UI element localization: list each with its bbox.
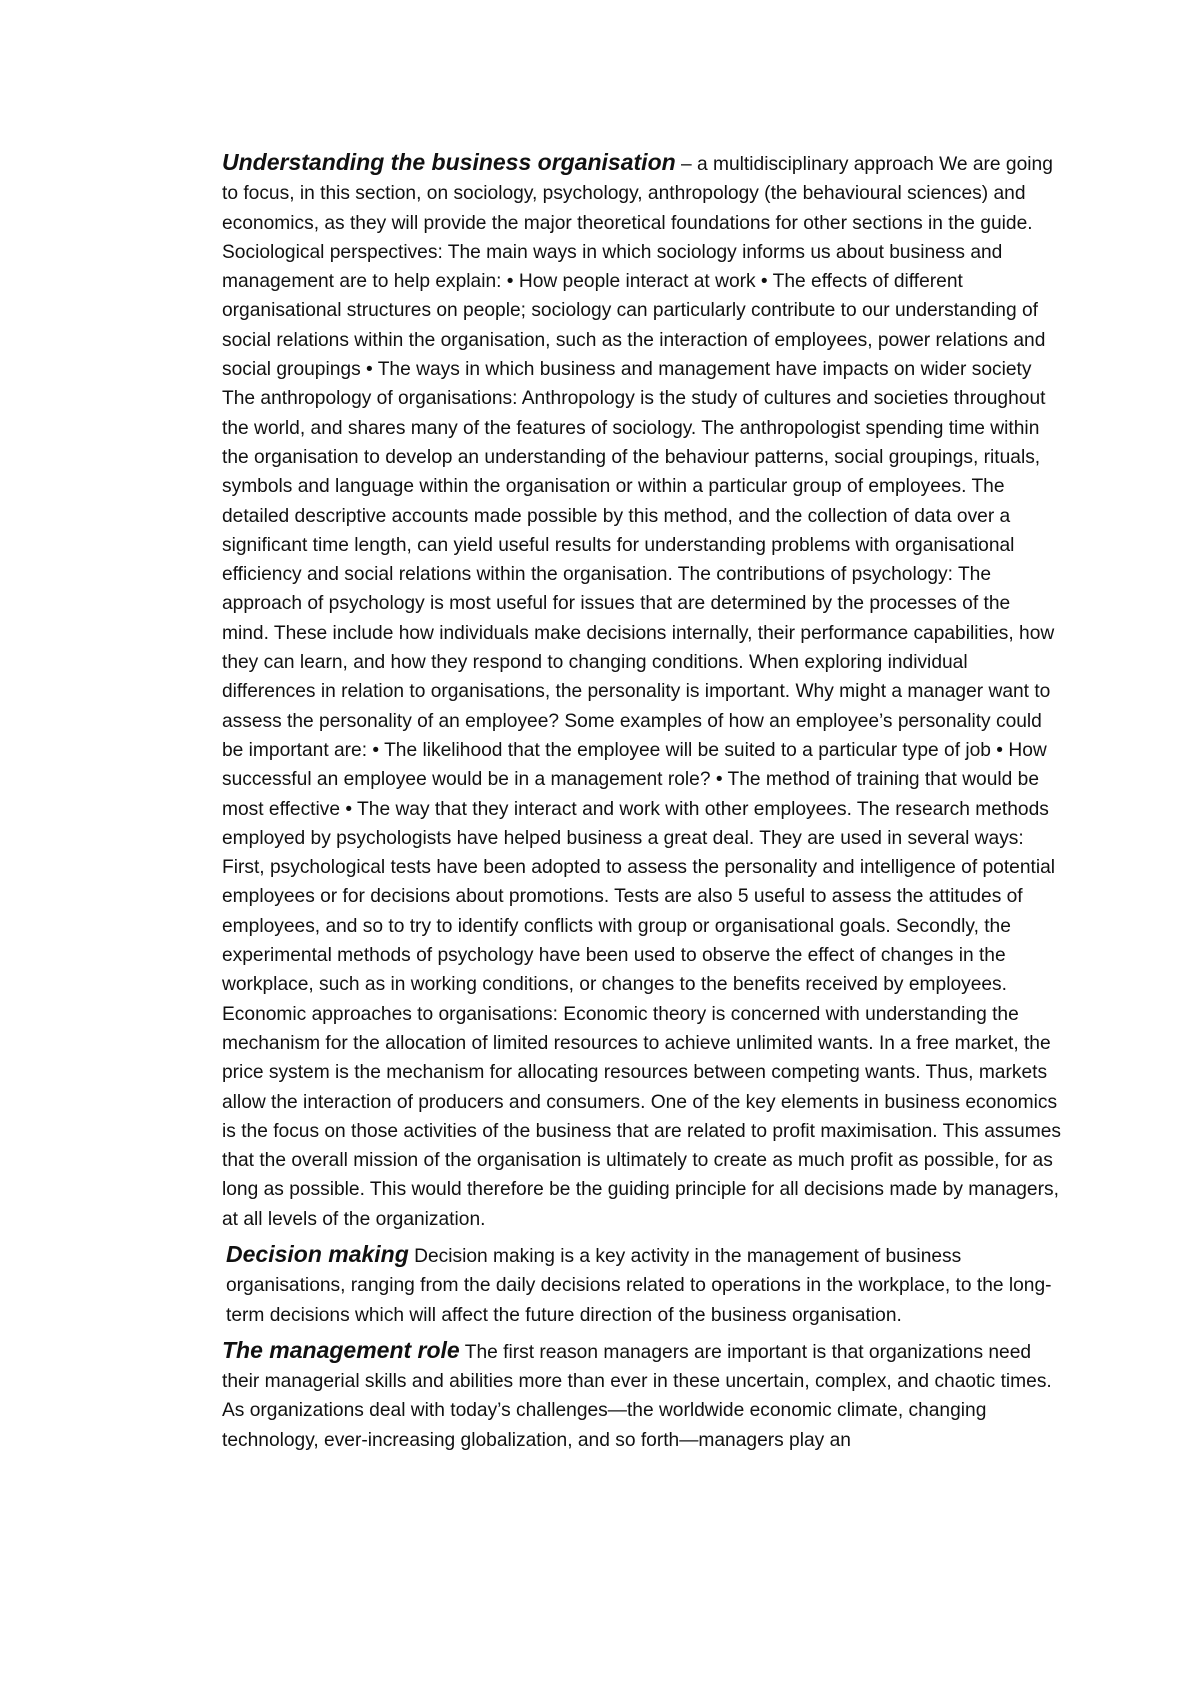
heading-management-role: The management role xyxy=(222,1336,460,1363)
paragraph-understanding-organisation xyxy=(222,148,1062,1234)
paragraph-management-role xyxy=(222,1336,1062,1455)
heading-understanding-organisation: Understanding the business organisation xyxy=(222,149,676,175)
paragraph-decision-making xyxy=(222,1240,1062,1330)
paragraph-text: Decision making is a key activity in the management of business organisations, ranging from the daily decisions related to operations in the workplace, to the long-term decisions which will affect the future direction of the business organisation. xyxy=(226,1245,1052,1326)
document-body xyxy=(222,148,1062,1455)
paragraph-text: – a multidisciplinary approach We are going to focus, in this section, on sociology, psychology, anthropology (the behavioural sciences) and economics, as they will provide the major theoretical foundations for other sections in the guide. Sociological perspectives: The main ways in which sociology informs us about business and management are to help explain: • How people interact at work • The effects of different organisational structures on people; sociology can particularly contribute to our understanding of social relations within the organisation, such as the interaction of employees, power relations and social groupings • The ways in which business and management have impacts on wider society The anthropology of organisations: Anthropology is the study of cultures and societies throughout the world, and shares many of the features of sociology. The anthropologist spending time within the organisation to develop an understanding of the behaviour patterns, social groupings, rituals, symbols and language within the organisation or within a particular group of employees. The detailed descriptive accounts made possible by this method, and the collection of data over a significant time length, can yield useful results for understanding problems with organisational efficiency and social relations within the organisation. The contributions of psychology: The approach of psychology is most useful for issues that are determined by the processes of the mind. These include how individuals make decisions internally, their performance capabilities, how they can learn, and how they respond to changing conditions. When exploring individual differences in relation to organisations, the personality is important. Why might a manager want to assess the personality of an employee? Some examples of how an employee’s personality could be important are: • The likelihood that the employee will be suited to a particular type of job • How successful an employee would be in a management role? • The method of training that would be most effective • The way that they interact and work with other employees. The research methods employed by psychologists have helped business a great deal. They are used in several ways: First, psychological tests have been adopted to assess the personality and intelligence of potential employees or for decisions about promotions. Tests are also 5 useful to assess the attitudes of employees, and so to try to identify conflicts with group or organisational goals. Secondly, the experimental methods of psychology have been used to observe the effect of changes in the workplace, such as in working conditions, or changes to the benefits received by employees. Economic approaches to organisations: Economic theory is concerned with understanding the mechanism for the allocation of limited resources to achieve unlimited wants. In a free market, the price system is the mechanism for allocating resources between competing wants. Thus, markets allow the interaction of producers and consumers. One of the key elements in business economics is the focus on those activities of the business that are related to profit maximisation. This assumes that the overall mission of the organisation is ultimately to create as much profit as possible, for as long as possible. This would therefore be the guiding principle for all decisions made by managers, at all levels of the organization. xyxy=(222,154,1061,1230)
paragraph-text: The first reason managers are important is that organizations need their managerial skills and abilities more than ever in these uncertain, complex, and chaotic times. As organizations deal with today’s challenges—the worldwide economic climate, changing technology, ever-increasing globalization, and so forth—managers play an xyxy=(222,1341,1052,1451)
heading-decision-making: Decision making xyxy=(226,1240,409,1267)
